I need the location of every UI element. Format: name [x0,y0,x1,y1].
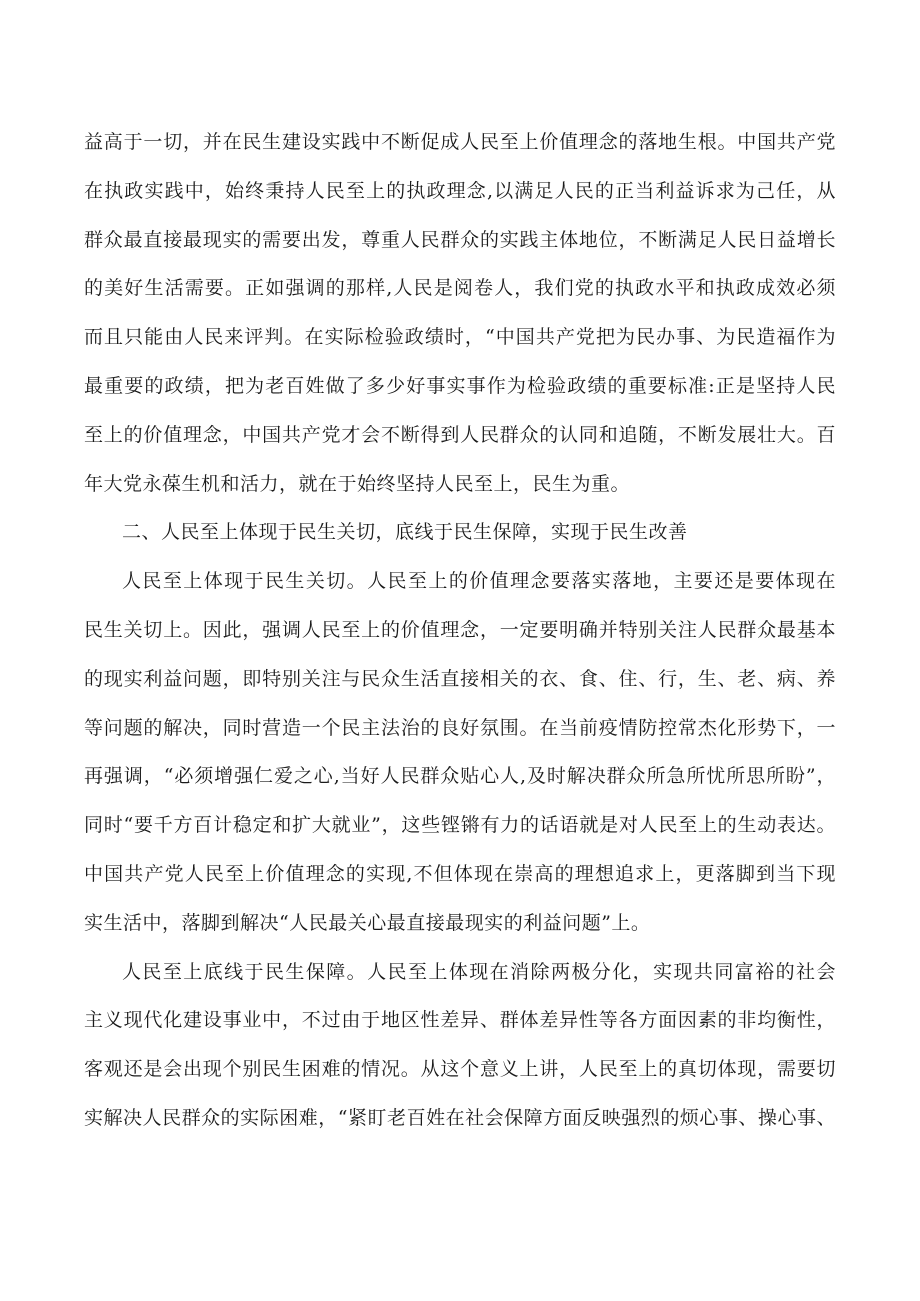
text-line: 的美好生活需要。正如强调的那样,人民是阅卷人，我们党的执政水平和执政成效必须 [84,277,836,300]
text-line: 民生关切上。因此，强调人民至上的价值理念，一定要明确并特别关注人民群众最基本 [84,618,836,641]
paragraph-first-line: 人民至上体现于民生关切。人民至上的价值理念要落实落地，主要还是要体现在 [122,570,836,593]
text-line: 在执政实践中，始终秉持人民至上的执政理念,以满足人民的正当利益诉求为己任，从 [84,179,836,202]
text-line: 益高于一切，并在民生建设实践中不断促成人民至上价值理念的落地生根。中国共产党 [84,131,836,153]
text-line: 的现实利益问题，即特别关注与民众生活直接相关的衣、食、住、行，生、老、病、养 [84,667,836,690]
paragraph-first-line: 人民至上底线于民生保障。人民至上体现在消除两极分化，实现共同富裕的社会 [122,960,836,983]
text-line: 实生活中，落脚到解决“人民最关心最直接最现实的利益问题”上。 [84,911,651,934]
text-line: 至上的价值理念，中国共产党才会不断得到人民群众的认同和追随，不断发展壮大。百 [84,423,836,446]
text-line: 主义现代化建设事业中，不过由于地区性差异、群体差异性等各方面因素的非均衡性， [84,1009,836,1032]
text-line: 等问题的解决，同时营造一个民主法治的良好氛围。在当前疫情防控常杰化形势下，一 [84,716,836,739]
document-page [84,122,836,1147]
section-heading: 二、人民至上体现于民生关切，底线于民生保障，实现于民生改善 [122,521,688,544]
text-line: 最重要的政绩，把为老百姓做了多少好事实事作为检验政绩的重要标准:正是坚持人民 [84,374,836,397]
text-line: 实解决人民群众的实际困难，“紧盯老百姓在社会保障方面反映强烈的烦心事、操心事、 [84,1106,836,1129]
text-line: 而且只能由人民来评判。在实际检验政绩时，“中国共产党把为民办事、为民造福作为 [84,326,836,349]
text-line: 同时“要千方百计稳定和扩大就业”，这些铿锵有力的话语就是对人民至上的生动表达。 [84,814,836,837]
text-line: 中国共产党人民至上价值理念的实现,不但体现在崇高的理想追求上，更落脚到当下现 [84,862,836,885]
text-line: 群众最直接最现实的需要出发，尊重人民群众的实践主体地位，不断满足人民日益增长 [84,228,836,251]
text-line: 客观还是会出现个别民生困难的情况。从这个意义上讲，人民至上的真切体现，需要切 [84,1058,836,1081]
text-line: 再强调，“必须增强仁爱之心,当好人民群众贴心人,及时解决群众所急所忧所思所盼”， [84,765,836,788]
text-line: 年大党永葆生机和活力，就在于始终坚持人民至上，民生为重。 [84,472,631,495]
